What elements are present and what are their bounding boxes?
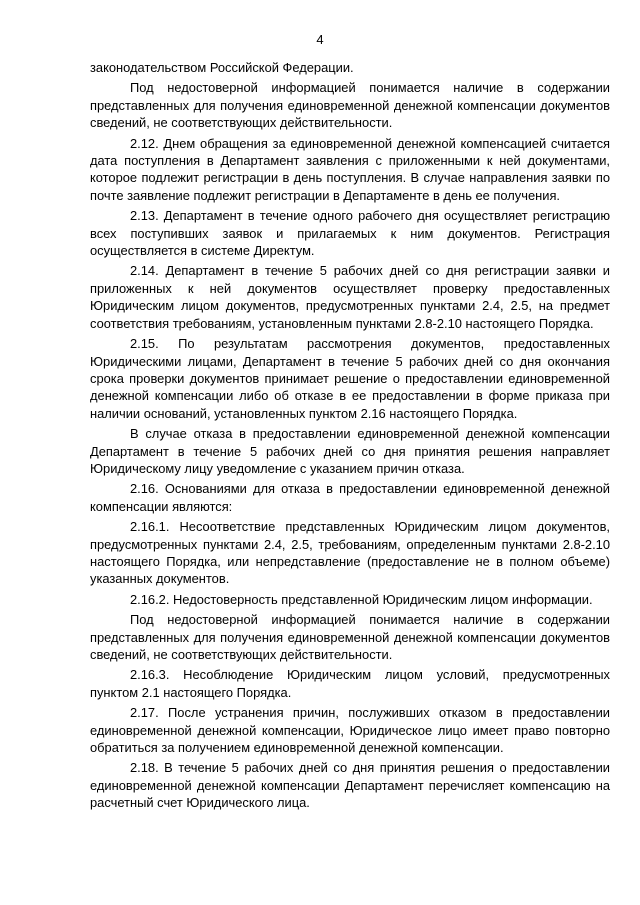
page-number: 4 — [316, 32, 324, 47]
paragraph-2-18: 2.18. В течение 5 рабочих дней со дня принятия решения о предоставлении единовременной денежной компенсации Департамент перечисляет компенсацию на расчетный счет Юридического лица. — [90, 760, 610, 811]
paragraph-2-15: 2.15. По результатам рассмотрения документов, предоставленных Юридическими лицами, Департамент в течение 5 рабочих дней со дня окончания срока проверки документов принимает решение о предоставлении единовременной денежной компенсации либо об отказе в ее предоставлении в форме приказа при наличии оснований, установленных пунктом 2.16 настоящего Порядка. — [90, 336, 610, 421]
paragraph-2-16: 2.16. Основаниями для отказа в предоставлении единовременной денежной компенсации являются: — [90, 481, 610, 514]
paragraph-2-14: 2.14. Департамент в течение 5 рабочих дней со дня регистрации заявки и приложенных к ней документов осуществляет проверку предоставленных Юридическим лицом документов, предусмотренных пунктами 2.4, 2.5, на предмет соответствия требованиям, установленным пунктами 2.8-2.10 настоящего Порядка. — [90, 263, 610, 331]
paragraph-2-16-1: 2.16.1. Несоответствие представленных Юридическим лицом документов, предусмотренных пунктами 2.4, 2.5, требованиям, определенным пунктами 2.8-2.10 настоящего Порядка, или непредставление (предоставление не в полном объеме) указанных документов. — [90, 519, 610, 587]
paragraph-2-17: 2.17. После устранения причин, послуживших отказом в предоставлении единовременной денежной компенсации, Юридическое лицо имеет право повторно обратиться за получением единовременной денежной компенсации. — [90, 705, 610, 756]
paragraph-refusal-notice: В случае отказа в предоставлении единовременной денежной компенсации Департамент в течение 5 рабочих дней со дня принятия решения направляет Юридическому лицу уведомление с указанием причин отказа. — [90, 426, 610, 476]
paragraph-2-12: 2.12. Днем обращения за единовременной денежной компенсацией считается дата поступления в Департамент заявления с приложенными к ней документами, которое подлежит регистрации в день поступления. В случае направления заявки по почте заявление подлежит регистрации в Департаменте в день ее получения. — [90, 135, 610, 203]
document-body — [90, 59, 610, 815]
paragraph-unreliable-info-definition: Под недостоверной информацией понимается наличие в содержании представленных для получения единовременной денежной компенсации документов сведений, не соответствующих действительности. — [90, 80, 610, 131]
paragraph-2-16-2: 2.16.2. Недостоверность представленной Юридическим лицом информации. — [130, 591, 593, 607]
paragraph-2-16-3: 2.16.3. Несоблюдение Юридическим лицом условий, предусмотренных пунктом 2.1 настоящего Порядка. — [90, 667, 610, 700]
paragraph-unreliable-info-definition-2: Под недостоверной информацией понимается наличие в содержании представленных для получения единовременной денежной компенсации документов сведений, не соответствующих действительности. — [90, 612, 610, 662]
paragraph-continuation: законодательством Российской Федерации. — [90, 60, 354, 75]
paragraph-2-13: 2.13. Департамент в течение одного рабочего дня осуществляет регистрацию всех поступивших заявок и прилагаемых к ним документов. Регистрация осуществляется в системе Директум. — [90, 208, 610, 259]
